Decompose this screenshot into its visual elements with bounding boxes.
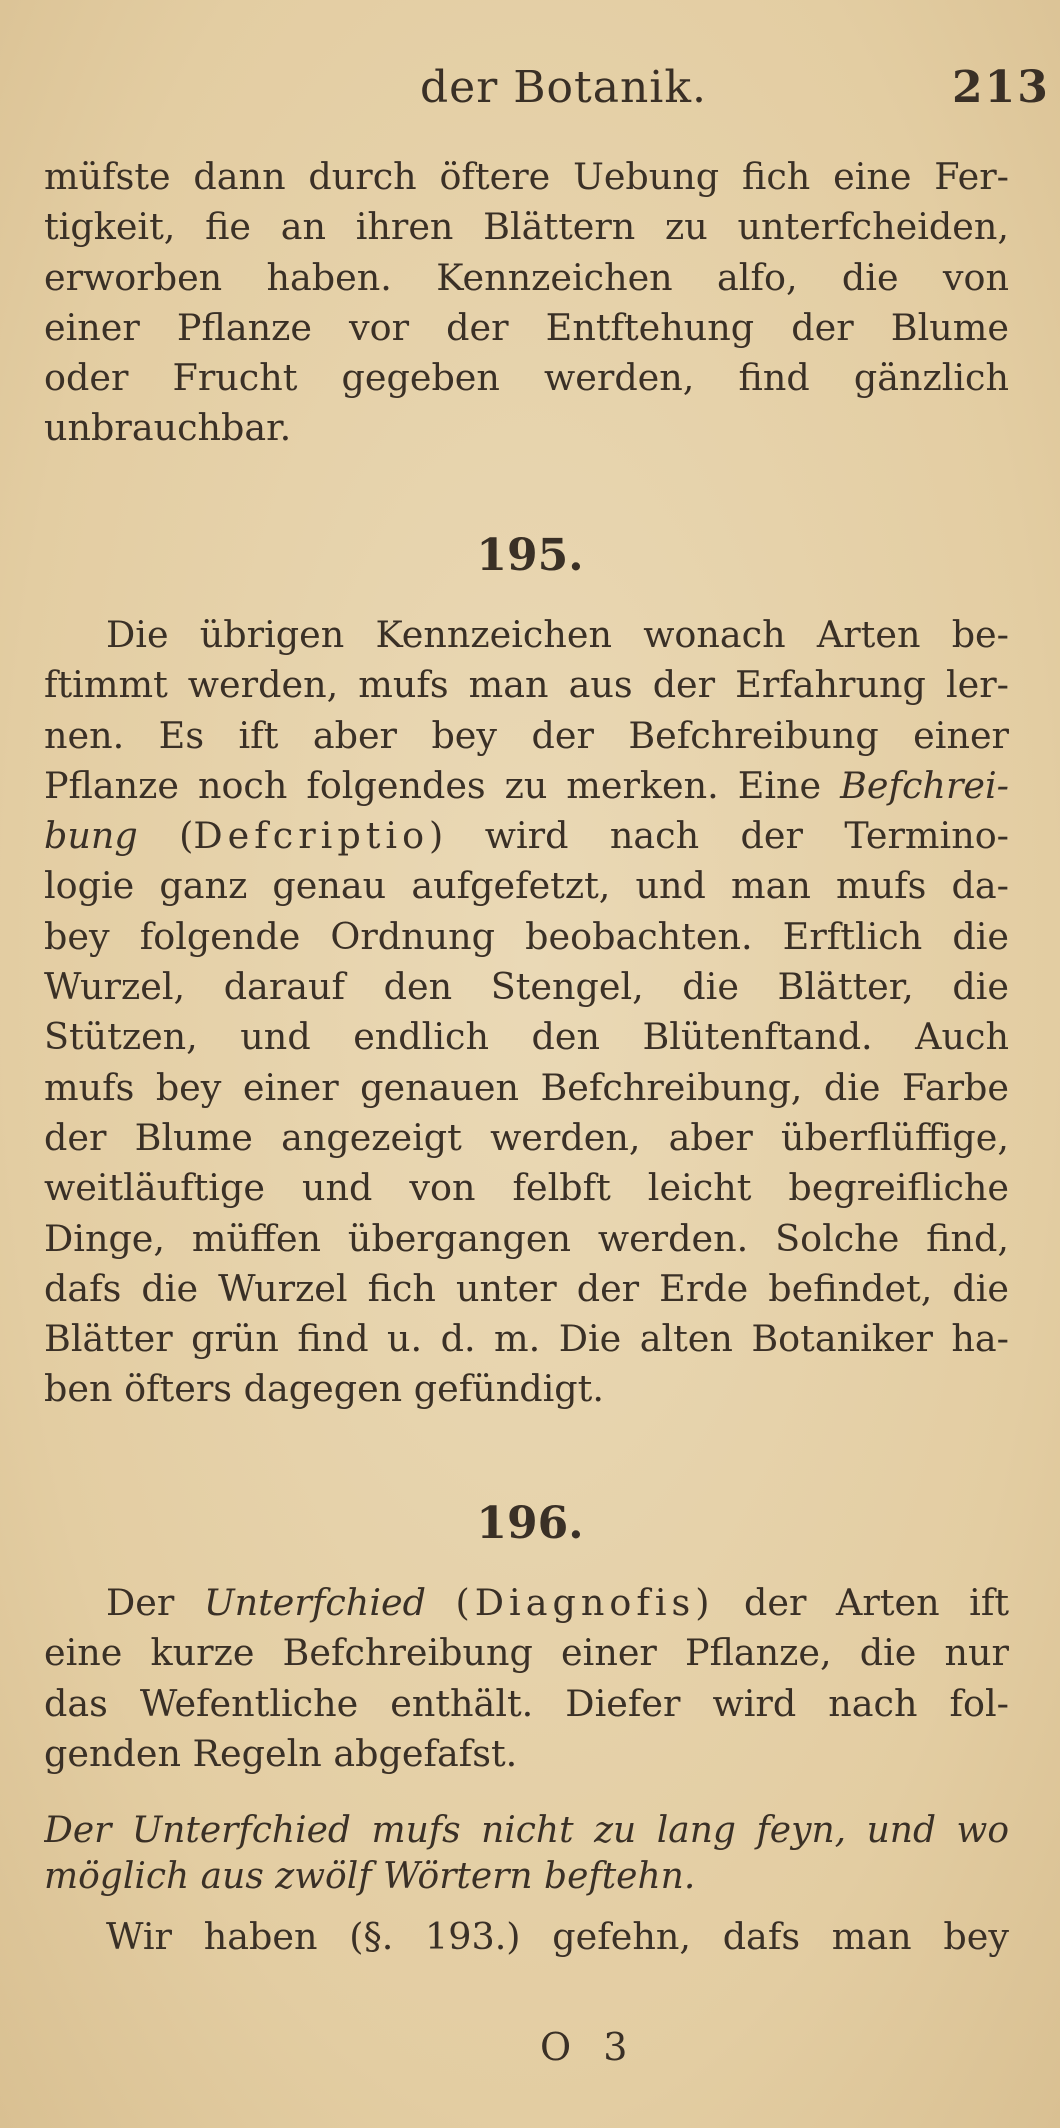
text-line: Wir haben (§. 193.) gefehn, dafs man bey — [106, 1915, 1009, 1958]
text-line: unbrauchbar. — [44, 406, 292, 450]
text-segment: Pflanze noch folgendes zu merken. Eine — [44, 763, 841, 807]
text-line: oder Frucht gegeben werden, find gänzlich — [44, 356, 1009, 400]
text-line: möglich aus zwölf Wörtern beftehn. — [44, 1856, 696, 1897]
text-line: weitläuftige und von felbft leicht begreifliche — [44, 1166, 1009, 1210]
text-segment: Der — [106, 1581, 204, 1624]
latin-term: Defcriptio — [193, 814, 430, 858]
text-line: tigkeit, fie an ihren Blättern zu unterfcheiden, — [44, 205, 1009, 249]
section-195-paragraph — [44, 610, 1009, 1415]
text-line: Blätter grün find u. d. m. Die alten Botaniker ha- — [44, 1317, 1009, 1361]
intro-paragraph — [44, 152, 1009, 454]
section-number-195: 195. — [476, 530, 584, 581]
text-line: logie ganz genau aufgefetzt, und man mufs da- — [44, 864, 1009, 908]
text-line: Die übrigen Kennzeichen wonach Arten be- — [106, 613, 1009, 656]
text-line: erworben haben. Kennzeichen alfo, die von — [44, 255, 1009, 299]
text-line: Der Unterfchied mufs nicht zu lang feyn, und wo — [44, 1810, 1009, 1851]
text-line: bey folgende Ordnung beobachten. Erftlich die — [44, 914, 1009, 958]
section-number-196: 196. — [476, 1498, 584, 1549]
text-line: bung (Defcriptio) wird nach der Termino- — [44, 814, 1009, 858]
rule-statement — [44, 1808, 1009, 1900]
section-196-paragraph — [44, 1578, 1009, 1779]
text-line: genden Regeln abgefafst. — [44, 1731, 518, 1775]
text-line: müfste dann durch öftere Uebung fich eine Fer- — [44, 155, 1009, 198]
italic-term: Befchrei- — [840, 763, 1009, 807]
signature-mark: O 3 — [540, 2025, 638, 2069]
text-segment: der Arten ift — [714, 1581, 1009, 1624]
text-line: einer Pflanze vor der Entftehung der Blume — [44, 305, 1009, 349]
text-line: das Wefentliche enthält. Diefer wird nach fol- — [44, 1681, 1009, 1725]
text-line: nen. Es ift aber bey der Befchreibung einer — [44, 713, 1009, 757]
text-line: eine kurze Befchreibung einer Pflanze, die nur — [44, 1631, 1009, 1675]
section-196-continuation — [44, 1912, 1009, 1962]
running-head: der Botanik. — [420, 62, 708, 113]
text-line: Wurzel, darauf den Stengel, die Blätter, die — [44, 965, 1009, 1009]
text-line: Dinge, müffen übergangen werden. Solche find, — [44, 1216, 1009, 1260]
text-line — [44, 1578, 1009, 1628]
page-number: 213 — [952, 62, 1050, 113]
text-line: ftimmt werden, mufs man aus der Erfahrung ler- — [44, 663, 1009, 707]
text-line: dafs die Wurzel fich unter der Erde befindet, die — [44, 1266, 1009, 1310]
italic-term: Unterfchied — [203, 1581, 426, 1624]
text-line: der Blume angezeigt werden, aber überflüffige, — [44, 1115, 1009, 1159]
text-line: mufs bey einer genauen Befchreibung, die Farbe — [44, 1065, 1009, 1109]
text-line: Stützen, und endlich den Blütenftand. Auch — [44, 1015, 1009, 1059]
latin-term: (Diagnofis) — [455, 1581, 715, 1624]
text-line — [44, 761, 1009, 811]
italic-term: bung — [44, 814, 138, 858]
text-line: ben öfters dagegen gefündigt. — [44, 1367, 604, 1411]
